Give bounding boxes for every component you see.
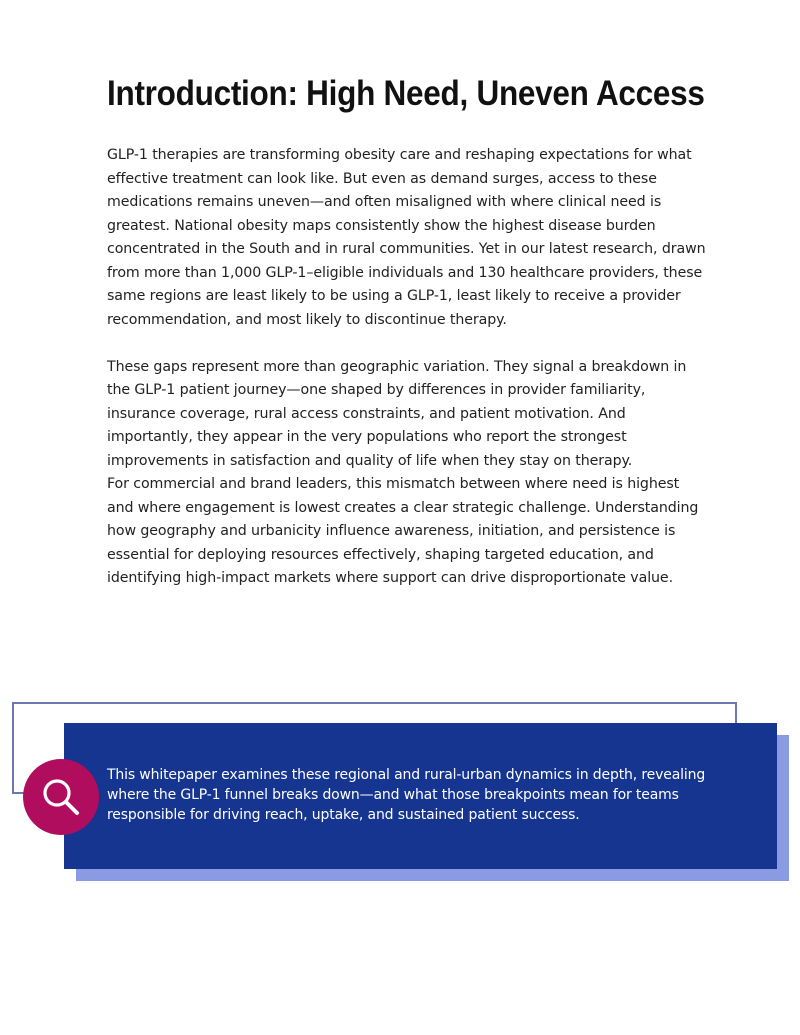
- page-title: Introduction: High Need, Uneven Access: [107, 74, 705, 113]
- intro-paragraph-3: For commercial and brand leaders, this mismatch between where need is highest and where engagement is lowest creates a clear strategic challenge. Understanding how geography and urbanicity influence awareness, initiation, and persistence is essential for deploying resources effectively, shaping targeted education, and identifying high-impact markets where support can drive disproportionate value.: [107, 476, 699, 586]
- callout-text: This whitepaper examines these regional and rural-urban dynamics in depth, revealing where the GLP-1 funnel breaks down—and what those breakpoints mean for teams responsible for driving reach, uptake, and sustained patient success.: [107, 767, 706, 823]
- intro-paragraph-1: GLP-1 therapies are transforming obesity care and reshaping expectations for what effective treatment can look like. But even as demand surges, access to these medications remains uneven—and often misaligned with where clinical need is greatest. National obesity maps consistently show the highest disease burden concentrated in the South and in rural communities. Yet in our latest research, drawn from more than 1,000 GLP-1–eligible individuals and 130 healthcare providers, these same regions are least likely to be using a GLP-1, least likely to receive a provider recommendation, and most likely to discontinue therapy.: [107, 147, 706, 328]
- intro-paragraph-2: These gaps represent more than geographic variation. They signal a breakdown in the GLP-1 patient journey—one shaped by differences in provider familiarity, insurance coverage, rural access constraints, and patient motivation. And importantly, they appear in the very populations who report the strongest improvements in satisfaction and quality of life when they stay on therapy.: [107, 358, 687, 469]
- magnifier-badge: [23, 759, 99, 835]
- intro-body: [107, 144, 707, 591]
- magnifier-icon: [39, 775, 83, 819]
